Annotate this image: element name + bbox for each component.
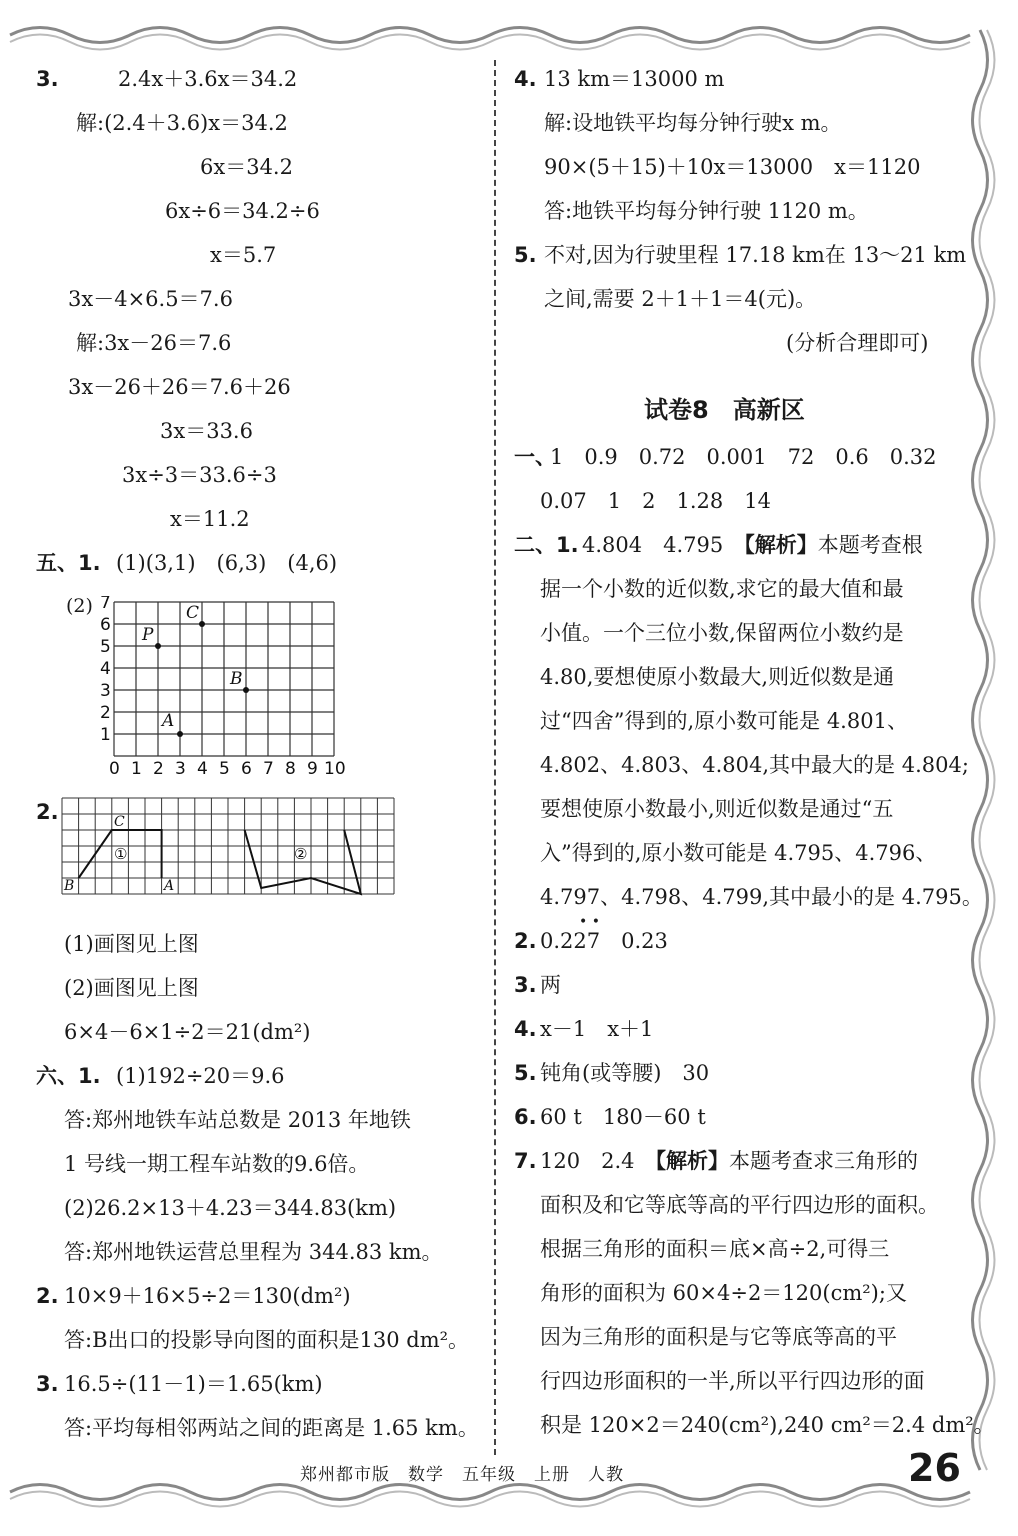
answer-line: (2)画图见上图 bbox=[64, 976, 199, 1000]
answer-line: 之间,需要 2＋1＋1＝4(元)。 bbox=[544, 287, 817, 311]
q-number: 3. bbox=[514, 973, 537, 997]
x-tick: 2 bbox=[153, 759, 164, 778]
analysis-tag: 【解析】 bbox=[655, 1148, 729, 1173]
answer-line: (1)192÷20＝9.6 bbox=[116, 1064, 285, 1088]
y-tick: 5 bbox=[100, 637, 111, 657]
label-c: C bbox=[186, 603, 200, 623]
equation-line: 2.4x＋3.6x＝34.2 bbox=[118, 67, 298, 91]
equation-line: 解:(2.4＋3.6)x＝34.2 bbox=[76, 111, 288, 135]
x-tick: 7 bbox=[263, 759, 274, 778]
analysis-text: 本题考查根 bbox=[817, 533, 923, 557]
repeating-dots: • • bbox=[579, 914, 600, 930]
answer-line: (1)画图见上图 bbox=[64, 932, 199, 956]
x-tick: 0 bbox=[109, 759, 120, 778]
label-a: A bbox=[164, 878, 175, 894]
answer-line bbox=[540, 1147, 918, 1175]
equation-line: x＝5.7 bbox=[210, 243, 277, 267]
answer-line: 钝角(或等腰) 30 bbox=[540, 1061, 710, 1085]
point-a bbox=[177, 731, 183, 737]
analysis-line: 行四边形面积的一半,所以平行四边形的面 bbox=[540, 1369, 925, 1393]
y-tick: 2 bbox=[100, 703, 111, 723]
answer-line: 1 0.9 0.72 0.001 72 0.6 0.32 bbox=[550, 445, 937, 469]
x-tick: 5 bbox=[219, 759, 230, 778]
label-c: C bbox=[114, 814, 125, 830]
y-tick: 3 bbox=[100, 681, 111, 701]
q-number: 2. bbox=[514, 929, 537, 953]
x-tick: 10 bbox=[324, 759, 346, 778]
answer-values: 120 2.4 bbox=[540, 1149, 635, 1173]
answer-line: 答:郑州地铁车站总数是 2013 年地铁 bbox=[64, 1108, 411, 1132]
analysis-line: 面积及和它等底等高的平行四边形的面积。 bbox=[540, 1193, 939, 1217]
equation-line: 3x－4×6.5＝7.6 bbox=[68, 287, 233, 311]
label-2: ② bbox=[294, 845, 308, 863]
sub-label: (2) bbox=[66, 595, 93, 617]
answer-line: (2)26.2×13＋4.23＝344.83(km) bbox=[64, 1196, 397, 1220]
analysis-line: 4.797、4.798、4.799,其中最小的是 4.795。 bbox=[540, 885, 983, 909]
analysis-line: 据一个小数的近似数,求它的最大值和最 bbox=[540, 577, 904, 601]
analysis-line: 因为三角形的面积是与它等底等高的平 bbox=[540, 1325, 897, 1349]
q-number: 7. bbox=[514, 1149, 537, 1173]
footer-text: 郑州都市版 数学 五年级 上册 人教 bbox=[300, 1465, 624, 1485]
equation-line: 3x－26＋26＝7.6＋26 bbox=[68, 375, 291, 399]
analysis-line: 积是 120×2＝240(cm²),240 cm²＝2.4 dm²。 bbox=[540, 1413, 995, 1437]
y-tick: 1 bbox=[100, 725, 111, 745]
answer-line: 90×(5＋15)＋10x＝13000 x＝1120 bbox=[544, 155, 921, 179]
q3-number: 3. bbox=[36, 67, 59, 91]
coordinate-grid bbox=[96, 596, 346, 778]
q2-number: 2. bbox=[36, 800, 59, 824]
point-c bbox=[199, 621, 205, 627]
answer-line bbox=[582, 531, 923, 559]
analysis-line: 根据三角形的面积＝底×高÷2,可得三 bbox=[540, 1237, 890, 1261]
analysis-line: 4.802、4.803、4.804,其中最大的是 4.804; bbox=[540, 753, 969, 777]
drawing-grid bbox=[60, 796, 396, 896]
equation-line: 3x÷3＝33.6÷3 bbox=[122, 463, 277, 487]
y-tick: 7 bbox=[100, 596, 111, 613]
x-tick: 4 bbox=[197, 759, 208, 778]
point-p bbox=[155, 643, 161, 649]
q-number: 4. bbox=[514, 1017, 537, 1041]
answer-line: 答:郑州地铁运营总里程为 344.83 km。 bbox=[64, 1240, 443, 1264]
column-divider bbox=[494, 60, 496, 1455]
answer-line: 16.5÷(11－1)＝1.65(km) bbox=[64, 1372, 323, 1396]
answer-line: 两 bbox=[540, 973, 561, 997]
analysis-text: 本题考查求三角形的 bbox=[728, 1149, 918, 1173]
answer-line: 60 t 180－60 t bbox=[540, 1105, 706, 1129]
label-b: B bbox=[64, 878, 75, 894]
analysis-line: 入”得到的,原小数可能是 4.795、4.796、 bbox=[540, 841, 937, 865]
answer-line: 13 km＝13000 m bbox=[544, 67, 725, 91]
equation-line: 6x＝34.2 bbox=[200, 155, 293, 179]
answer-line: 解:设地铁平均每分钟行驶x m。 bbox=[544, 111, 842, 135]
section-2-label: 二、1. bbox=[514, 533, 579, 557]
answer-line: 6×4－6×1÷2＝21(dm²) bbox=[64, 1020, 311, 1044]
section-6-label: 六、1. bbox=[36, 1064, 101, 1088]
analysis-line: 4.80,要想使原小数最大,则近似数是通 bbox=[540, 665, 895, 689]
equation-line: x＝11.2 bbox=[170, 507, 250, 531]
q-number: 6. bbox=[514, 1105, 537, 1129]
answer-line: 不对,因为行驶里程 17.18 km在 13～21 km bbox=[544, 243, 967, 267]
answer-line: 10×9＋16×5÷2＝130(dm²) bbox=[64, 1284, 351, 1308]
analysis-line: 要想使原小数最小,则近似数是通过“五 bbox=[540, 797, 894, 821]
section-5-label: 五、1. bbox=[36, 551, 101, 575]
q-number: 5. bbox=[514, 1061, 537, 1085]
label-1: ① bbox=[114, 845, 128, 863]
equation-line: 解:3x－26＝7.6 bbox=[76, 331, 232, 355]
point-b bbox=[243, 687, 249, 693]
answer-line: 0.227 0.23 bbox=[540, 929, 668, 953]
answer-line: (1)(3,1) (6,3) (4,6) bbox=[116, 551, 338, 575]
y-tick: 6 bbox=[100, 615, 111, 635]
analysis-line: 小值。一个三位小数,保留两位小数约是 bbox=[540, 621, 904, 645]
equation-line: 6x÷6＝34.2÷6 bbox=[165, 199, 320, 223]
note-line: (分析合理即可) bbox=[786, 331, 929, 355]
x-tick: 6 bbox=[241, 759, 252, 778]
x-tick: 9 bbox=[307, 759, 318, 778]
label-p: P bbox=[142, 625, 154, 645]
exam-title: 试卷8 高新区 bbox=[644, 396, 805, 424]
x-tick: 8 bbox=[285, 759, 296, 778]
label-b: B bbox=[230, 669, 243, 689]
x-tick: 3 bbox=[175, 759, 186, 778]
q-number: 2. bbox=[36, 1284, 59, 1308]
q5-number: 5. bbox=[514, 243, 537, 267]
section-1-label: 一、 bbox=[514, 445, 556, 469]
answer-line: 答:地铁平均每分钟行驶 1120 m。 bbox=[544, 199, 869, 223]
page-number: 26 bbox=[908, 1446, 961, 1490]
equation-line: 3x＝33.6 bbox=[160, 419, 253, 443]
label-a: A bbox=[162, 711, 175, 731]
analysis-tag: 【解析】 bbox=[744, 532, 818, 557]
q4-number: 4. bbox=[514, 67, 537, 91]
y-tick: 4 bbox=[100, 659, 111, 679]
answer-line: 答:B出口的投影导向图的面积是130 dm²。 bbox=[64, 1328, 470, 1352]
x-tick: 1 bbox=[131, 759, 142, 778]
q-number: 3. bbox=[36, 1372, 59, 1396]
answer-line: 0.07 1 2 1.28 14 bbox=[540, 489, 771, 513]
answer-values: 4.804 4.795 bbox=[582, 533, 724, 557]
answer-line: 1 号线一期工程车站数的9.6倍。 bbox=[64, 1152, 370, 1176]
analysis-line: 角形的面积为 60×4÷2＝120(cm²);又 bbox=[540, 1281, 907, 1305]
analysis-line: 过“四舍”得到的,原小数可能是 4.801、 bbox=[540, 709, 908, 733]
answer-line: x－1 x＋1 bbox=[540, 1017, 654, 1041]
answer-line: 答:平均每相邻两站之间的距离是 1.65 km。 bbox=[64, 1416, 479, 1440]
